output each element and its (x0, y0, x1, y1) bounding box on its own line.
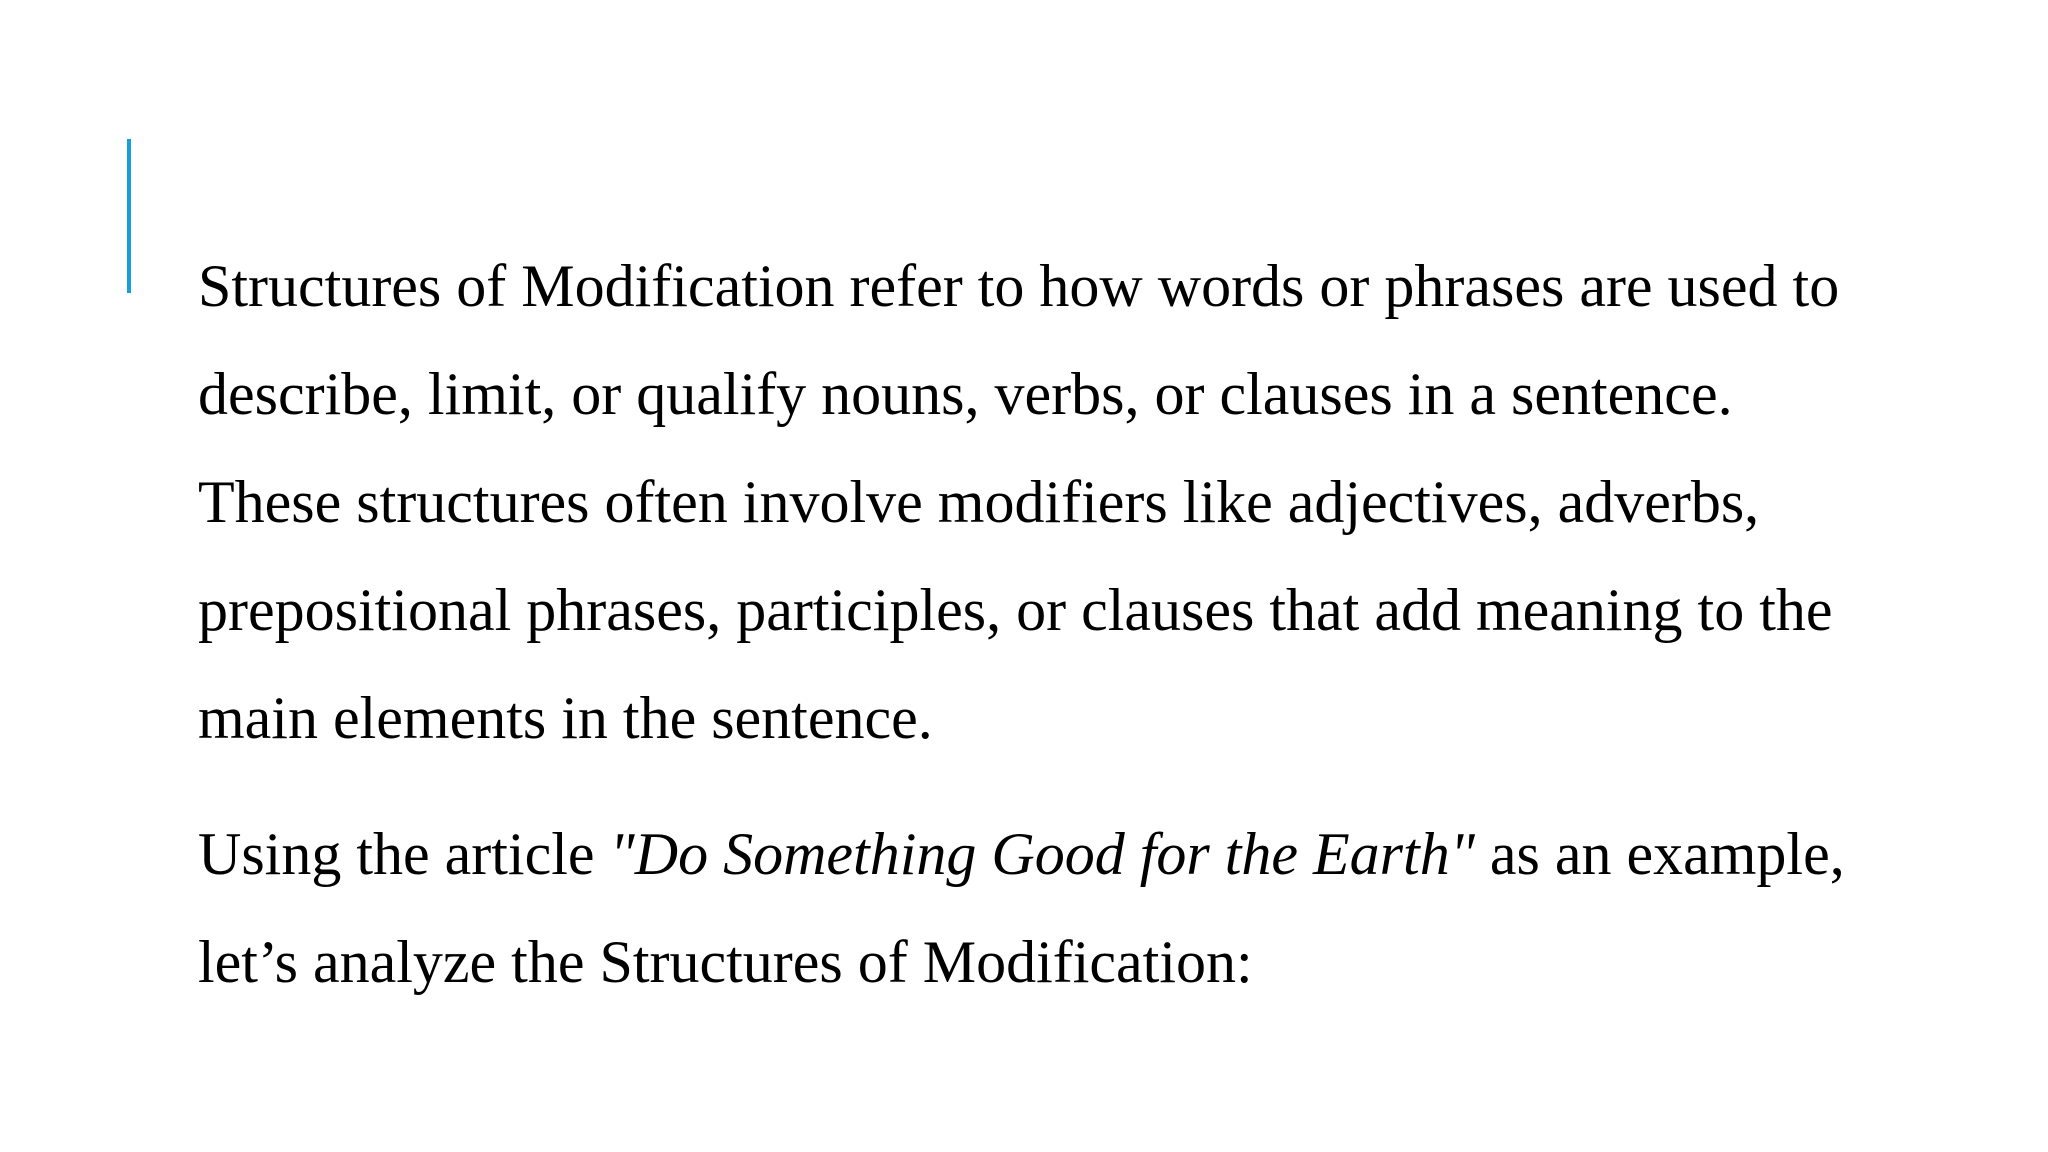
article-title: "Do Something Good for the Earth" (609, 821, 1475, 887)
paragraph-definition: Structures of Modification refer to how words or phrases are used to describe, limit, or qualify nouns, verbs, or clauses in a sentence. These structures often involve modifiers like adjectives, adverbs, prepositional phrases, participles, or clauses that add meaning to the main elements in the sentence. (198, 253, 1840, 751)
intro-suffix: as an example, let’s analyze the Structures of Modification: (198, 821, 1845, 995)
slide-body (198, 232, 1848, 1016)
paragraph-example-intro (198, 800, 1848, 1016)
intro-prefix: Using the article (198, 821, 610, 887)
accent-bar (127, 139, 131, 293)
